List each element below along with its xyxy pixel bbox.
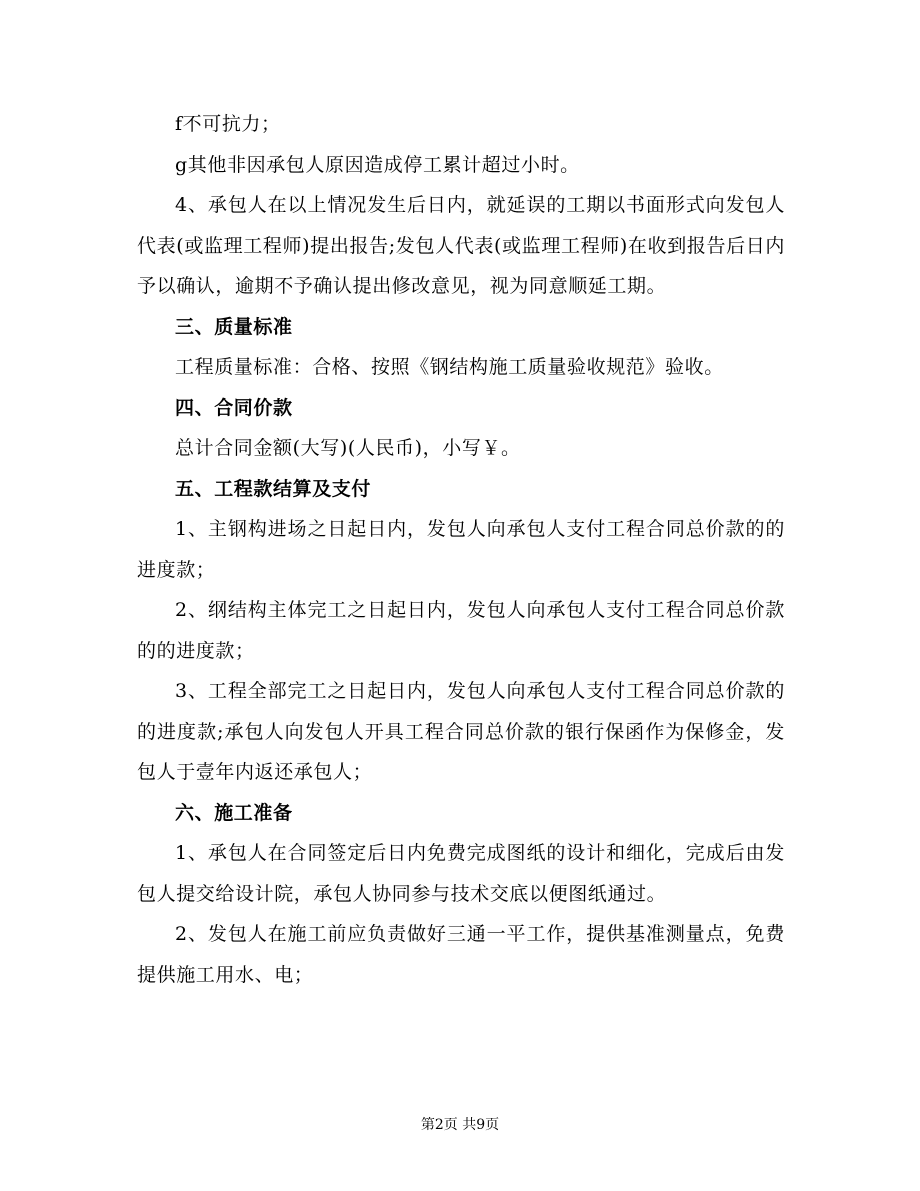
paragraph-contract-amount: 总计合同金额(大写)(人民币)，小写￥。 [175,437,521,459]
paragraph-prep-2: 2、发包人在施工前应负责做好三通一平工作，提供基准测量点，免费提供施工用水、电； [137,923,785,986]
paragraph-payment-1: 1、主钢构进场之日起日内，发包人向承包人支付工程合同总价款的的进度款； [137,518,785,581]
paragraph-payment-2: 2、纲结构主体完工之日起日内，发包人向承包人支付工程合同总价款的的进度款； [137,599,785,662]
paragraph-payment-3: 3、工程全部完工之日起日内，发包人向承包人支付工程合同总价款的的进度款;承包人向发包人开具工程合同总价款的银行保函作为保修金，发包人于壹年内返还承包人； [137,680,785,783]
heading-contract-price: 四、合同价款 [175,396,293,419]
paragraph-other-delay: g其他非因承包人原因造成停工累计超过小时。 [175,153,580,176]
heading-quality-standard: 三、质量标准 [175,315,293,338]
document-body [137,104,785,995]
paragraph-delay-report: 4、承包人在以上情况发生后日内，就延误的工期以书面形式向发包人代表(或监理工程师)提出报告;发包人代表(或监理工程师)在收到报告后日内予以确认，逾期不予确认提出修改意见，视为同意顺延工期。 [137,194,785,297]
paragraph-prep-1: 1、承包人在合同签定后日内免费完成图纸的设计和细化，完成后由发包人提交给设计院，承包人协同参与技术交底以便图纸通过。 [137,842,785,905]
paragraph-quality-standard: 工程质量标准：合格、按照《钢结构施工质量验收规范》验收。 [175,356,724,378]
heading-settlement-payment: 五、工程款结算及支付 [175,477,372,500]
page-number: 第2页 共9页 [420,1117,500,1133]
paragraph-force-majeure: f不可抗力； [175,113,281,135]
heading-construction-prep: 六、施工准备 [175,801,293,824]
